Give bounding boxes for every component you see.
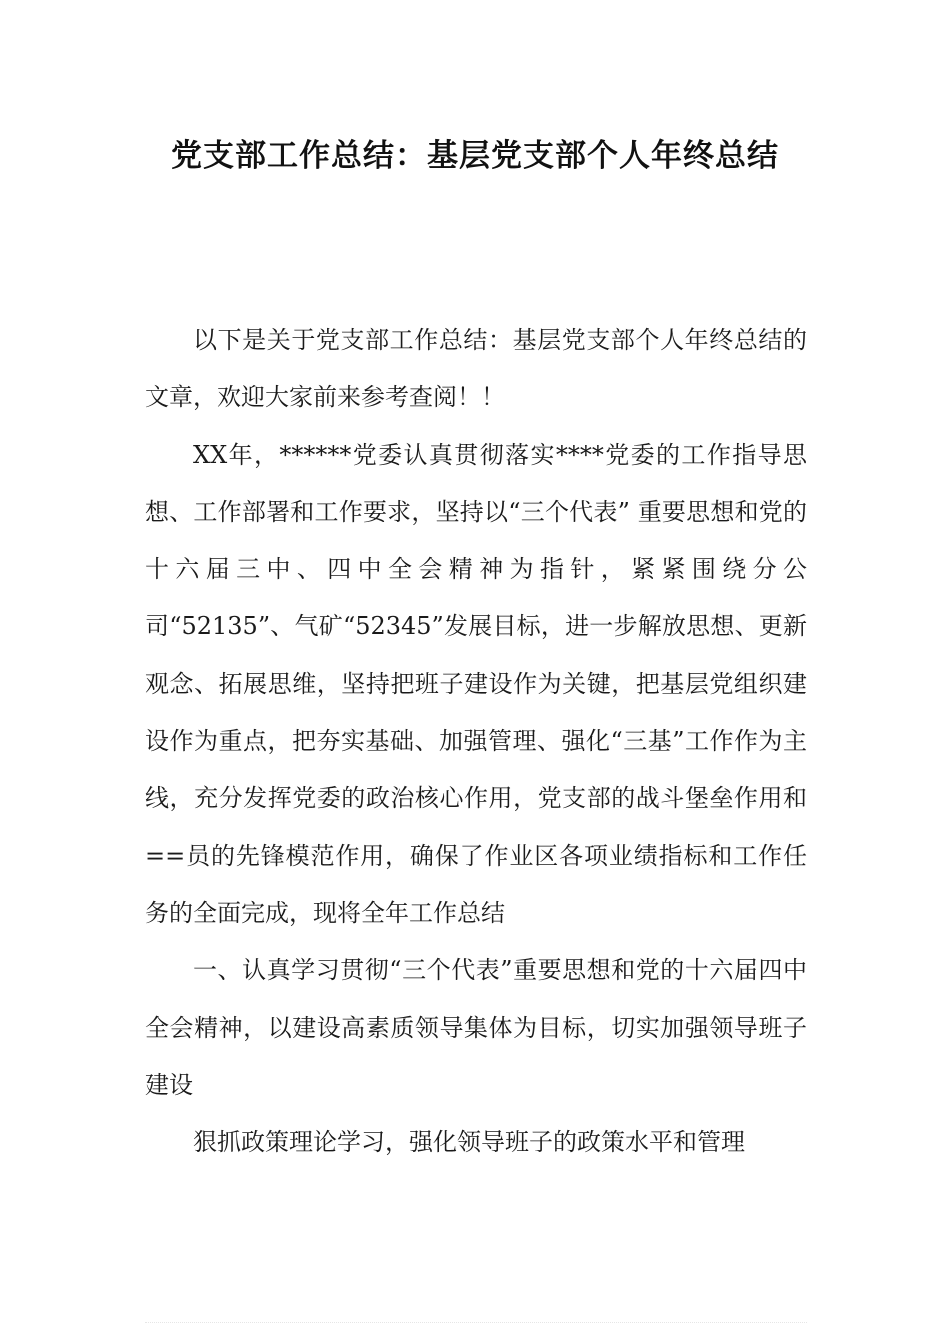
document-body (145, 312, 807, 1171)
paragraph-section-one: 一、认真学习贯彻“三个代表”重要思想和党的十六届四中全会精神，以建设高素质领导集体为目标，切实加强领导班子建设 (145, 956, 807, 1099)
paragraph-intro: 以下是关于党支部工作总结：基层党支部个人年终总结的文章，欢迎大家前来参考查阅！！ (145, 326, 807, 412)
page-footer-divider (145, 1322, 807, 1327)
document-title: 党支部工作总结：基层党支部个人年终总结 (171, 138, 779, 174)
paragraph-overview: XX年，******党委认真贯彻落实****党委的工作指导思想、工作部署和工作要求，坚持以“三个代表” 重要思想和党的十六届三中、四中全会精神为指针，紧紧围绕分公司“52135”、气矿“52345”发展目标，进一步解放思想、更新观念、拓展思维，坚持把班子建设作为关键，把基层党组织建设作为重点，把夯实基础、加强管理、强化“三基”工作作为主线，充分发挥党委的政治核心作用，党支部的战斗堡垒作用和==员的先锋模范作用，确保了作业区各项业绩指标和工作任务的全面完成，现将全年工作总结 (145, 440, 807, 927)
paragraph-theory-study: 狠抓政策理论学习，强化领导班子的政策水平和管理 (193, 1128, 745, 1157)
